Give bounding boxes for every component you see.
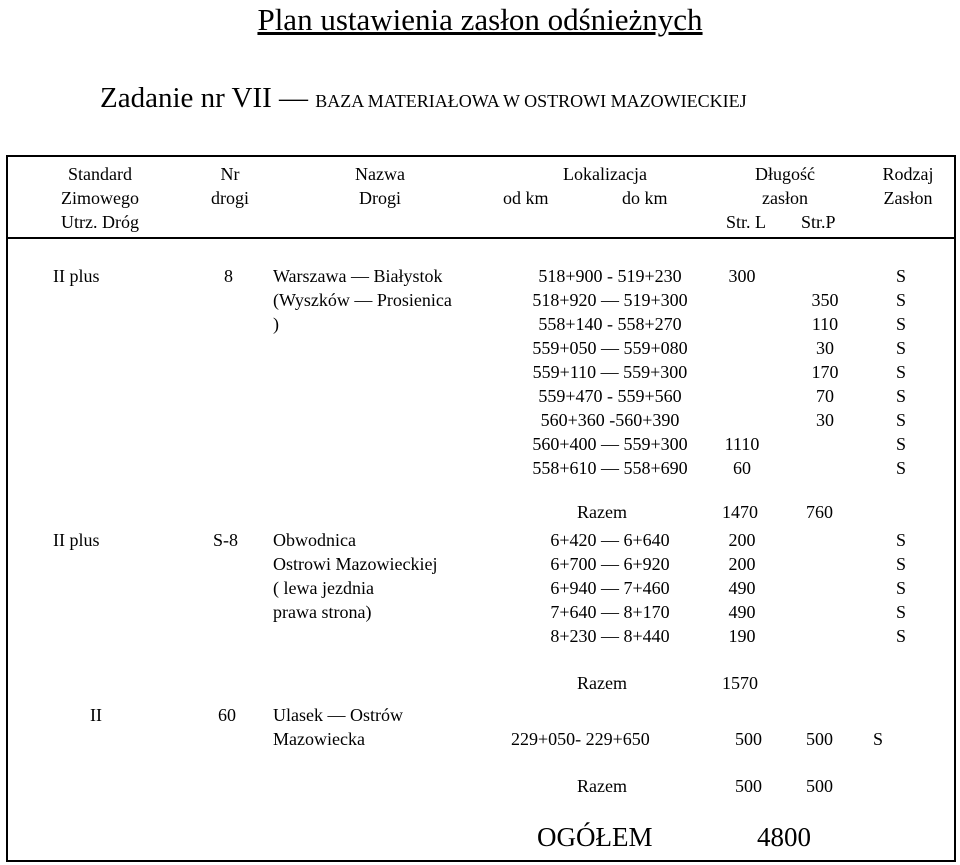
g3-type: S [873,729,884,749]
g1-left-length: 1110 [724,434,760,454]
header-nr-1: Nr [220,164,240,184]
g1-road-name-1: Warszawa — Białystok [273,266,443,286]
g2-left-length: 490 [728,602,756,622]
task-location: BAZA MATERIAŁOWA W OSTROWI MAZOWIECKIEJ [315,91,747,111]
g1-type: S [896,434,907,454]
g1-location: 559+050 — 559+080 [532,338,688,358]
g1-standard: II plus [53,266,100,286]
g1-right-length: 30 [816,338,834,358]
g1-type: S [896,458,907,478]
task-label: Zadanie nr VII [100,82,272,114]
g1-type: S [896,266,907,286]
g3-subtotal-right: 500 [806,776,833,796]
g1-type: S [896,338,907,358]
header-name-2: Drogi [359,188,401,208]
grand-total-label: OGÓŁEM [537,822,653,852]
g3-standard: II [90,705,102,725]
task-dash: — [279,82,309,114]
header-name-1: Nazwa [355,164,405,184]
g3-road-number: 60 [218,705,236,725]
header-location: Lokalizacja [563,164,647,184]
g1-type: S [896,290,907,310]
g2-type: S [896,578,907,598]
header-from-km: od km [503,188,549,208]
grand-total-value: 4800 [757,822,811,852]
g1-location: 558+610 — 558+690 [532,458,688,478]
g3-location: 229+050- 229+650 [511,729,650,749]
g2-standard: II plus [53,530,100,550]
g1-road-name-3: ) [273,314,279,334]
g1-location: 558+140 - 558+270 [538,314,682,334]
g1-type: S [896,410,907,430]
g1-subtotal-right: 760 [806,502,833,522]
g1-location: 559+470 - 559+560 [538,386,682,406]
header-length-2: zasłon [762,188,808,208]
g2-road-name-4: prawa strona) [273,602,372,622]
g1-type: S [896,386,907,406]
g3-right-length: 500 [806,729,833,749]
header-standard-3: Utrz. Dróg [61,212,139,232]
g2-type: S [896,530,907,550]
g1-location: 518+900 - 519+230 [538,266,682,286]
g1-right-length: 30 [816,410,834,430]
g3-road-name-1: Ulasek — Ostrów [273,705,403,725]
page-title: Plan ustawienia zasłon odśnieżnych [257,2,703,37]
g2-location: 6+420 — 6+640 [550,530,670,550]
g2-subtotal-left: 1570 [722,673,758,693]
header-nr-2: drogi [211,188,249,208]
header-type-1: Rodzaj [882,164,934,184]
g1-type: S [896,314,907,334]
g2-location: 8+230 — 8+440 [550,626,670,646]
g2-type: S [896,554,907,574]
g2-location: 6+700 — 6+920 [550,554,670,574]
header-to-km: do km [622,188,668,208]
g1-left-length: 300 [728,266,756,286]
g2-left-length: 490 [728,578,756,598]
g2-road-name-2: Ostrowi Mazowieckiej [273,554,438,574]
g2-road-number: S-8 [213,530,239,550]
g3-subtotal-label: Razem [577,776,627,796]
header-side-left: Str. L [726,212,767,232]
g1-location: 560+360 -560+390 [540,410,680,430]
header-side-right: Str.P [801,212,836,232]
g1-location: 560+400 — 559+300 [532,434,688,454]
g2-road-name-1: Obwodnica [273,530,356,550]
g2-left-length: 200 [728,554,756,574]
header-type-2: Zasłon [883,188,933,208]
header-length-1: Długość [755,164,815,184]
g1-location: 559+110 — 559+300 [532,362,688,382]
g1-subtotal-label: Razem [577,502,627,522]
g1-right-length: 110 [811,314,839,334]
g2-road-name-3: ( lewa jezdnia [273,578,374,598]
g3-left-length: 500 [735,729,762,749]
g1-road-number: 8 [224,266,233,286]
g2-type: S [896,626,907,646]
g1-left-length: 60 [733,458,751,478]
g2-subtotal-label: Razem [577,673,627,693]
g1-subtotal-left: 1470 [722,502,758,522]
g1-location: 518+920 — 519+300 [532,290,688,310]
g3-road-name-2: Mazowiecka [273,729,365,749]
header-standard-1: Standard [68,164,132,184]
g2-left-length: 200 [728,530,756,550]
g2-type: S [896,602,907,622]
g2-location: 7+640 — 8+170 [550,602,670,622]
g1-road-name-2: (Wyszków — Prosienica [273,290,452,310]
g2-left-length: 190 [728,626,756,646]
header-standard-2: Zimowego [61,188,139,208]
g2-location: 6+940 — 7+460 [550,578,670,598]
header-divider [6,237,956,239]
task-heading [100,84,747,113]
g1-right-length: 70 [816,386,834,406]
g1-right-length: 170 [811,362,839,382]
g3-subtotal-left: 500 [735,776,762,796]
g1-type: S [896,362,907,382]
g1-right-length: 350 [811,290,839,310]
